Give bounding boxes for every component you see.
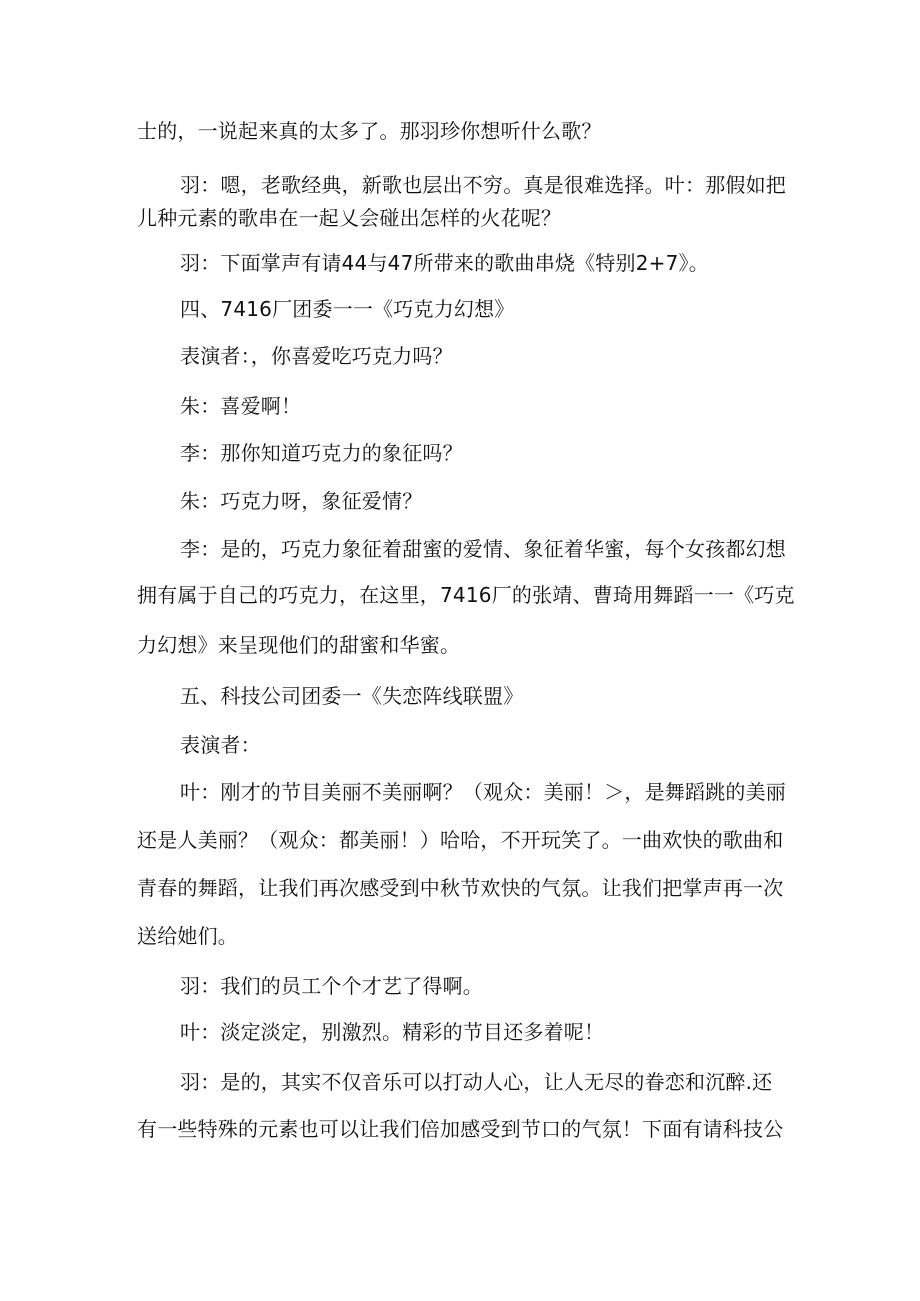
text-line: 羽：我们的员工个个才艺了得啊。 [180, 974, 483, 998]
text-line: 朱：巧克力呀，象征爱情？ [180, 489, 423, 513]
text-line: 表演者：，你喜爱吃巧克力吗？ [180, 344, 453, 368]
text-line: 青春的舞蹈，让我们再次感受到中秋节欢快的气氛。让我们把掌声再一次 [137, 876, 784, 900]
text-line: 羽：嗯，老歌经典，新歌也层出不穷。真是很难选择。叶：那假如把 [180, 173, 786, 197]
text-line: 儿种元素的歌串在一起乂会碰出怎样的火花呢？ [137, 206, 562, 230]
text-line: 表演者： [180, 733, 261, 757]
text-line: 士的，一说起来真的太多了。那羽珍你想听什么歌？ [137, 119, 602, 143]
text-line: 羽：下面掌声有请44与47所带来的歌曲串烧《特别2+7》。 [180, 251, 709, 275]
text-line: 叶：淡定淡定，别激烈。精彩的节目还多着呢！ [180, 1020, 605, 1044]
text-line: 送给她们。 [137, 924, 238, 948]
text-line: 五、科技公司团委一《失恋阵线联盟》 [180, 684, 524, 708]
text-line: 朱：喜爱啊！ [180, 394, 302, 418]
text-line: 叶：刚才的节目美丽不美丽啊？（观众：美丽！＞，是舞蹈跳的美丽 [180, 780, 786, 804]
text-line: 四、7416厂团委一一《巧克力幻想》 [180, 297, 515, 321]
text-line: 羽：是的，其实不仅音乐可以打动人心，让人无尽的眷恋和沉醉.还 [180, 1070, 773, 1094]
text-line: 有一些特殊的元素也可以让我们倍加感受到节口的气氛！下面有请科技公 [137, 1117, 784, 1141]
text-line: 拥有属于自己的巧克力，在这里，7416厂的张靖、曹琦用舞蹈一一《巧克 [137, 583, 795, 607]
text-line: 李：是的，巧克力象征着甜蜜的爱情、象征着华蜜，每个女孩都幻想 [180, 537, 786, 561]
text-line: 力幻想》来呈现他们的甜蜜和华蜜。 [137, 633, 461, 657]
text-line: 还是人美丽？（观众：都美丽！）哈哈，不开玩笑了。一曲欢快的歌曲和 [137, 828, 784, 852]
text-line: 李：那你知道巧克力的象征吗？ [180, 441, 463, 465]
